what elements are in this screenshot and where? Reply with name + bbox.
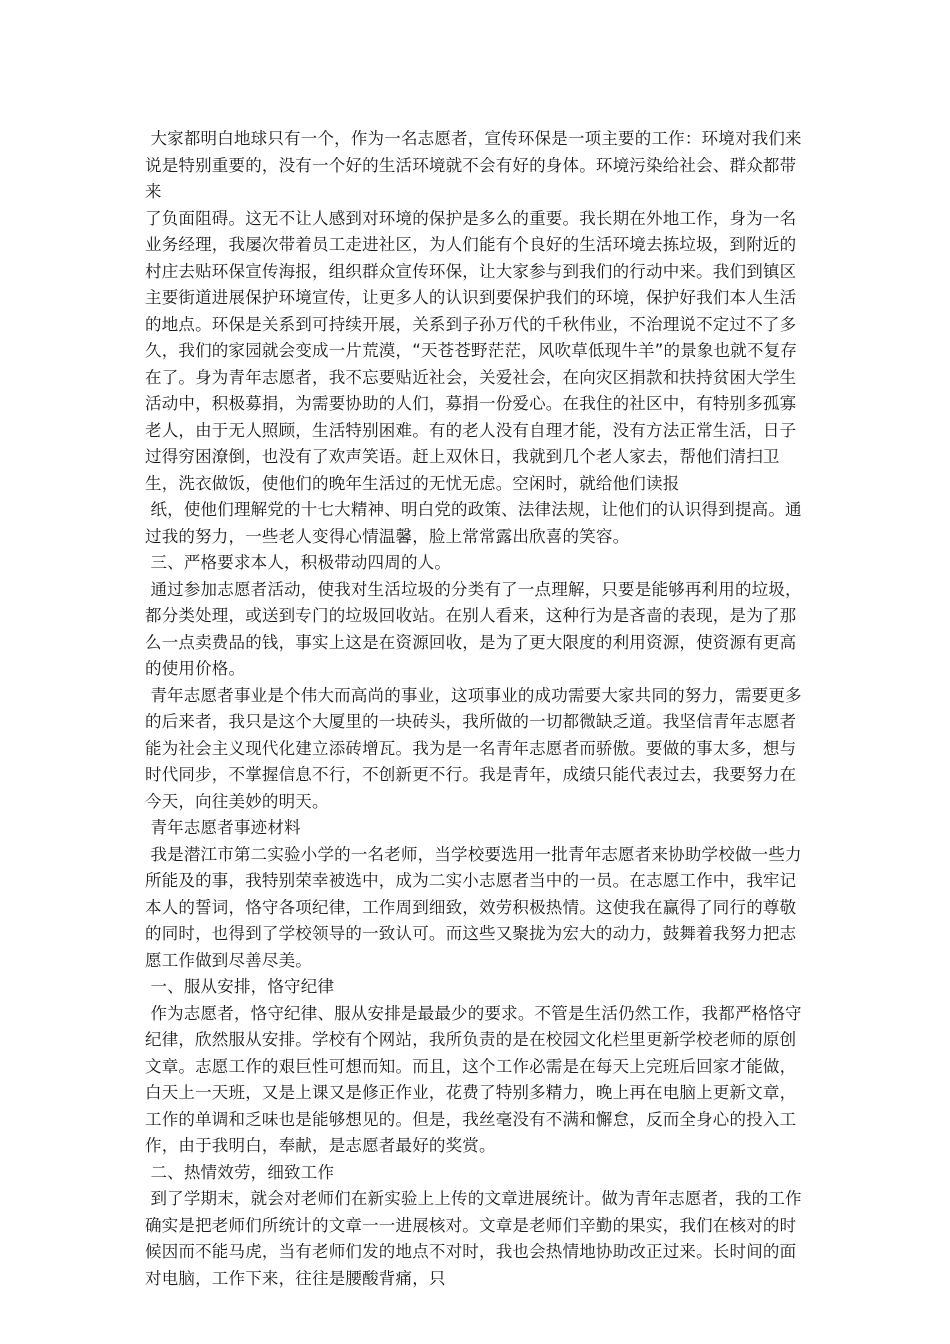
paragraph-reading-newspaper: 纸，使他们理解党的十七大精神、明白党的政策、法律法规，让他们的认识得到提高。通过我的努力，一些老人变得心情温馨，脸上常常露出欣喜的笑容。 bbox=[145, 500, 802, 546]
heading-materials-title: 青年志愿者事迹材料 bbox=[145, 818, 301, 837]
paragraph-environment-protection: 了负面阻碍。这无不让人感到对环境的保护是多么的重要。我长期在外地工作，身为一名业务经理，我屡次带着员工走进社区，为人们能有个良好的生活环境去拣垃圾，到附近的村庄去贴环保宣传海报，组织群众宣传环保，让大家参与到我们的行动中来。我们到镇区主要街道进展保护环境宣传，让更多人的认识到要保护我们的环境，保护好我们本人生活的地点。环保是关系到可持续开展，关系到子孙万代的千秋伟业，不治理说不定过不了多久，我们的家园就会变成一片荒漠，“天苍苍野茫茫，风吹草低现牛羊”的景象也就不复存在了。身为青年志愿者，我不忘要贴近社会，关爱社会，在向灾区捐款和扶持贫困大学生活动中，积极募捐，为需要协助的人们，募捐一份爱心。在我住的社区中，有特别多孤寡老人，由于无人照顾，生活特别困难。有的老人没有自理才能，没有方法正常生活，日子过得穷困潦倒，也没有了欢声笑语。赶上双休日，我就到几个老人家去，帮他们清扫卫生，洗衣做饭，使他们的晚年生活过的无忧无虑。空闲时，就给他们读报 bbox=[145, 208, 798, 493]
paragraph-volunteer-career: 青年志愿者事业是个伟大而高尚的事业，这项事业的成功需要大家共同的努力，需要更多的后来者，我只是这个大厦里的一块砖头，我所做的一切都微缺乏道。我坚信青年志愿者能为社会主义现代化建立添砖增瓦。我为是一名青年志愿者而骄傲。要做的事太多，想与时代同步，不掌握信息不行，不创新更不行。我是青年，成绩只能代表过去，我要努力在今天，向往美妙的明天。 bbox=[145, 685, 802, 811]
paragraph-environment-intro: 大家都明白地球只有一个，作为一名志愿者，宣传环保是一项主要的工作：环境对我们来说是特别重要的，没有一个好的生活环境就不会有好的身体。环境污染给社会、群众都带来 bbox=[145, 129, 802, 201]
heading-section-two: 二、热情效劳，细致工作 bbox=[145, 1162, 335, 1182]
paragraph-garbage-sorting: 通过参加志愿者活动，使我对生活垃圾的分类有了一点理解，只要是能够再利用的垃圾，都分类处理，或送到专门的垃圾回收站。在别人看来，这种行为是吝啬的表现，是为了那么一点卖费品的钱，事实上这是在资源回收，是为了更大限度的利用资源，使资源有更高的使用价格。 bbox=[145, 579, 802, 678]
heading-section-three: 三、严格要求本人，积极带动四周的人。 bbox=[145, 553, 452, 572]
paragraph-teacher-intro: 我是潜江市第二实验小学的一名老师，当学校要选用一批青年志愿者来协助学校做一些力所能及的事，我特别荣幸被选中，成为二实小志愿者当中的一员。在志愿工作中，我牢记本人的誓词，恪守各项纪律，工作周到细致，效劳积极热情。这使我在赢得了同行的尊敬的同时，也得到了学校领导的一致认可。而这些又聚拢为宏大的动力，鼓舞着我努力把志愿工作做到尽善尽美。 bbox=[145, 844, 802, 970]
document-body bbox=[145, 126, 807, 1292]
heading-section-one: 一、服从安排，恪守纪律 bbox=[145, 977, 335, 996]
paragraph-discipline: 作为志愿者，恪守纪律、服从安排是最最少的要求。不管是生活仍然工作，我都严格恪守纪律，欣然服从安排。学校有个网站，我所负责的是在校园文化栏里更新学校老师的原创文章。志愿工作的艰巨性可想而知。而且，这个工作必需是在每天上完班后回家才能做，白天上一天班，又是上课又是修正作业，花费了特别多精力，晚上再在电脑上更新文章，工作的单调和乏味也是能够想见的。但是，我丝毫没有不满和懈怠，反而全身心的投入工作，由于我明白，奉献，是志愿者最好的奖赏。 bbox=[145, 1003, 802, 1155]
paragraph-semester-end: 到了学期末，就会对老师们在新实验上上传的文章进展统计。做为青年志愿者，我的工作确实是把老师们所统计的文章一一进展核对。文章是老师们辛勤的果实，我们在核对的时候因而不能马虎，当有老师们发的地点不对时，我也会热情地协助改正过来。长时间的面对电脑，工作下来，往往是腰酸背痛，只 bbox=[145, 1189, 802, 1288]
